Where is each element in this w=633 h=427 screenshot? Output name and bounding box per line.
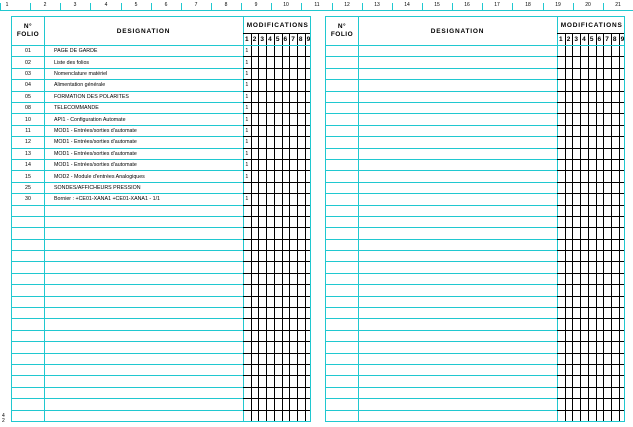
ruler-tick	[392, 3, 393, 11]
row-line	[326, 398, 557, 399]
folio-designation: FORMATION DES POLARITES	[54, 93, 129, 100]
row-line	[326, 307, 557, 308]
table-row	[12, 126, 310, 136]
row-line	[12, 261, 243, 262]
modifications-header: MODIFICATIONS	[560, 22, 623, 29]
row-line	[12, 216, 243, 217]
row-line	[243, 375, 310, 376]
row-line	[326, 205, 557, 206]
ruler-label: 1	[5, 2, 9, 8]
table-row	[12, 69, 310, 79]
ruler-tick	[181, 3, 182, 11]
row-line	[326, 136, 557, 137]
ruler-tick	[362, 3, 363, 11]
row-line	[12, 398, 243, 399]
folio-designation: MOD1 - Entrées/sorties d'automate	[54, 162, 137, 169]
ruler-tick	[241, 3, 242, 11]
table-row	[12, 149, 310, 159]
row-line	[557, 239, 624, 240]
ruler-label: 14	[404, 2, 410, 8]
ruler-tick	[211, 3, 212, 11]
modification-mark: 1	[245, 105, 249, 112]
modification-index: 4	[582, 36, 586, 43]
row-line	[557, 296, 624, 297]
ruler-label: 4	[104, 2, 108, 8]
row-line	[557, 387, 624, 388]
modifications-header-divider	[243, 33, 310, 34]
header-bottom-line	[326, 45, 624, 46]
row-line	[243, 353, 310, 354]
ruler-tick	[271, 3, 272, 11]
folio-designation: API1 - Configuration Automate	[54, 116, 126, 123]
designation-header: DESIGNATION	[116, 28, 171, 35]
folio-designation: Nomenclature matériel	[54, 70, 108, 77]
row-line	[12, 330, 243, 331]
row-line	[243, 250, 310, 251]
designation-header: DESIGNATION	[430, 28, 485, 35]
row-line	[243, 205, 310, 206]
row-line	[12, 227, 243, 228]
folio-number: 13	[25, 150, 31, 157]
row-line	[12, 318, 243, 319]
modification-index: 9	[620, 36, 625, 43]
modification-mark: 1	[245, 173, 249, 180]
table-row	[12, 194, 310, 204]
row-line	[557, 193, 624, 194]
table-row	[12, 171, 310, 181]
row-line	[326, 330, 557, 331]
modification-index: 7	[291, 36, 295, 43]
folio-designation: TELECOMMANDE	[54, 105, 99, 112]
ruler-label: 17	[494, 2, 500, 8]
row-line	[557, 273, 624, 274]
margin-mark: 4	[2, 413, 5, 419]
ruler-tick	[543, 3, 544, 11]
row-line	[326, 56, 557, 57]
row-line	[243, 341, 310, 342]
table-row	[12, 114, 310, 124]
ruler-label: 15	[434, 2, 440, 8]
row-line	[557, 250, 624, 251]
row-line	[243, 227, 310, 228]
row-line	[557, 284, 624, 285]
ruler-tick	[60, 3, 61, 11]
row-line	[326, 125, 557, 126]
ruler-tick	[482, 3, 483, 11]
modification-mark: 1	[245, 150, 249, 157]
row-line	[326, 91, 557, 92]
row-line	[557, 205, 624, 206]
ruler-tick	[332, 3, 333, 11]
ruler-tick	[121, 3, 122, 11]
row-line	[12, 239, 243, 240]
folio-number: 02	[25, 59, 31, 66]
ruler-tick	[0, 3, 1, 11]
row-line	[326, 227, 557, 228]
row-line	[557, 227, 624, 228]
modification-mark: 1	[245, 82, 249, 89]
table-row	[12, 80, 310, 90]
row-line	[557, 56, 624, 57]
row-line	[12, 205, 243, 206]
modification-mark: 1	[245, 93, 249, 100]
folio-designation: SONDES/AFFICHEURS PRESSION	[54, 184, 141, 191]
table-row	[12, 103, 310, 113]
row-line	[326, 296, 557, 297]
table-row	[12, 57, 310, 67]
modifications-header: MODIFICATIONS	[246, 22, 309, 29]
row-line	[243, 284, 310, 285]
folio-number: 05	[25, 93, 31, 100]
row-line	[557, 410, 624, 411]
row-line	[557, 216, 624, 217]
row-line	[12, 375, 243, 376]
row-line	[12, 296, 243, 297]
row-line	[326, 102, 557, 103]
column-ruler	[0, 0, 633, 11]
modification-index: 1	[559, 36, 563, 43]
folio-header-label: FOLIO	[330, 31, 354, 38]
ruler-tick	[452, 3, 453, 11]
modification-index: 8	[298, 36, 303, 43]
folio-number: 30	[25, 196, 31, 203]
ruler-label: 20	[585, 2, 591, 8]
ruler-label: 19	[555, 2, 561, 8]
row-line	[326, 421, 557, 422]
modification-mark: 1	[245, 139, 249, 146]
row-line	[326, 239, 557, 240]
row-line	[12, 250, 243, 251]
ruler-label: 9	[254, 2, 258, 8]
ruler-tick	[151, 3, 152, 11]
folio-number: 10	[25, 116, 31, 123]
row-line	[243, 318, 310, 319]
modification-index: 4	[268, 36, 272, 43]
folio-designation: Bornier : +CE01-XANA1 +CE01-XANA1 - 1/1	[54, 196, 160, 203]
row-line	[326, 273, 557, 274]
row-line	[557, 261, 624, 262]
row-line	[557, 307, 624, 308]
folio-designation: MOD1 - Entrées/sorties d'automate	[54, 139, 137, 146]
row-line	[557, 341, 624, 342]
folio-number: 03	[25, 70, 31, 77]
modification-index: 2	[566, 36, 571, 43]
row-line	[557, 398, 624, 399]
row-line	[326, 250, 557, 251]
row-line	[243, 387, 310, 388]
row-line	[326, 113, 557, 114]
folio-designation: PAGE DE GARDE	[54, 48, 98, 55]
ruler-label: 21	[615, 2, 621, 8]
ruler-tick	[301, 3, 302, 11]
ruler-tick	[512, 3, 513, 11]
row-line	[326, 387, 557, 388]
ruler-baseline	[0, 10, 633, 11]
folio-designation: Alimentation générale	[54, 82, 106, 89]
folio-number: 14	[25, 162, 31, 169]
folio-number: 08	[25, 105, 31, 112]
row-line	[243, 273, 310, 274]
row-line	[326, 216, 557, 217]
row-line	[326, 261, 557, 262]
folio-number: 15	[25, 173, 31, 180]
modification-index: 5	[275, 36, 280, 43]
row-line	[557, 330, 624, 331]
row-line	[326, 410, 557, 411]
folio-number: 01	[25, 48, 31, 55]
folio-header-number: N°	[337, 23, 347, 30]
modification-mark: 1	[245, 127, 249, 134]
modification-mark: 1	[245, 116, 249, 123]
ruler-label: 12	[344, 2, 350, 8]
ruler-tick	[30, 3, 31, 11]
row-line	[326, 148, 557, 149]
row-line	[243, 364, 310, 365]
row-line	[243, 410, 310, 411]
row-line	[326, 193, 557, 194]
ruler-label: 11	[314, 2, 320, 8]
row-line	[326, 341, 557, 342]
row-line	[557, 125, 624, 126]
ruler-label: 3	[73, 2, 77, 8]
row-line	[12, 353, 243, 354]
folio-list-sheet-right	[325, 16, 625, 422]
row-line	[326, 353, 557, 354]
row-line	[243, 421, 310, 422]
margin-mark: 2	[2, 418, 5, 424]
row-line	[557, 353, 624, 354]
folio-number: 11	[25, 127, 31, 134]
row-line	[326, 79, 557, 80]
modification-mark: 1	[245, 196, 249, 203]
ruler-tick	[90, 3, 91, 11]
table-row	[12, 183, 310, 193]
row-line	[557, 375, 624, 376]
row-line	[243, 261, 310, 262]
modification-mark: 1	[245, 59, 249, 66]
row-line	[557, 102, 624, 103]
row-line	[326, 284, 557, 285]
row-line	[12, 410, 243, 411]
ruler-label: 5	[134, 2, 138, 8]
folio-designation: MOD1 - Entrées/sorties d'automate	[54, 150, 137, 157]
row-line	[326, 182, 557, 183]
modification-mark: 1	[245, 162, 249, 169]
ruler-label: 2	[43, 2, 47, 8]
row-line	[12, 364, 243, 365]
modification-index: 8	[612, 36, 617, 43]
table-row	[12, 160, 310, 170]
modification-mark: 1	[245, 48, 249, 55]
row-line	[326, 364, 557, 365]
modification-index: 2	[252, 36, 257, 43]
folio-number: 25	[25, 184, 31, 191]
ruler-tick	[603, 3, 604, 11]
row-line	[557, 159, 624, 160]
modification-index: 7	[605, 36, 609, 43]
ruler-label: 6	[164, 2, 168, 8]
modifications-header-divider	[557, 33, 624, 34]
row-line	[326, 159, 557, 160]
table-row	[12, 46, 310, 56]
ruler-label: 7	[194, 2, 198, 8]
table-row	[12, 137, 310, 147]
modification-index: 3	[260, 36, 265, 43]
row-line	[557, 91, 624, 92]
row-line	[557, 364, 624, 365]
row-line	[557, 182, 624, 183]
folio-number: 12	[25, 139, 31, 146]
row-line	[326, 375, 557, 376]
folio-designation: MOD1 - Entrées/sorties d'automate	[54, 127, 137, 134]
row-line	[243, 239, 310, 240]
table-row	[12, 92, 310, 102]
row-line	[326, 68, 557, 69]
modification-index: 3	[574, 36, 579, 43]
row-line	[12, 284, 243, 285]
row-line	[326, 170, 557, 171]
column-divider	[557, 17, 558, 421]
modification-index: 6	[597, 36, 602, 43]
row-line	[326, 318, 557, 319]
ruler-tick	[422, 3, 423, 11]
folio-number: 04	[25, 82, 31, 89]
ruler-label: 8	[224, 2, 228, 8]
modification-index: 1	[245, 36, 249, 43]
row-line	[557, 170, 624, 171]
row-line	[243, 330, 310, 331]
folio-designation: MOD2 - Module d'entrées Analogiques	[54, 173, 145, 180]
row-line	[12, 273, 243, 274]
row-line	[243, 307, 310, 308]
modification-index: 9	[306, 36, 311, 43]
row-line	[557, 79, 624, 80]
ruler-label: 10	[283, 2, 289, 8]
column-divider	[358, 17, 359, 421]
row-line	[557, 148, 624, 149]
folio-designation: Liste des folios	[54, 59, 90, 66]
row-line	[243, 296, 310, 297]
ruler-label: 18	[525, 2, 531, 8]
folio-header-number: N°	[23, 23, 33, 30]
modification-mark	[243, 183, 251, 193]
folio-list-sheet-left	[11, 16, 311, 422]
ruler-label: 16	[464, 2, 470, 8]
margin-marks	[2, 414, 5, 424]
row-line	[557, 136, 624, 137]
row-line	[12, 307, 243, 308]
row-line	[557, 421, 624, 422]
modification-mark: 1	[245, 70, 249, 77]
row-line	[243, 398, 310, 399]
row-line	[557, 318, 624, 319]
row-line	[557, 113, 624, 114]
row-line	[243, 216, 310, 217]
row-line	[12, 387, 243, 388]
row-line	[12, 341, 243, 342]
ruler-label: 13	[374, 2, 380, 8]
ruler-tick	[573, 3, 574, 11]
folio-header-label: FOLIO	[16, 31, 40, 38]
modification-index: 6	[283, 36, 288, 43]
row-line	[557, 68, 624, 69]
row-line	[12, 421, 243, 422]
modification-index: 5	[589, 36, 594, 43]
